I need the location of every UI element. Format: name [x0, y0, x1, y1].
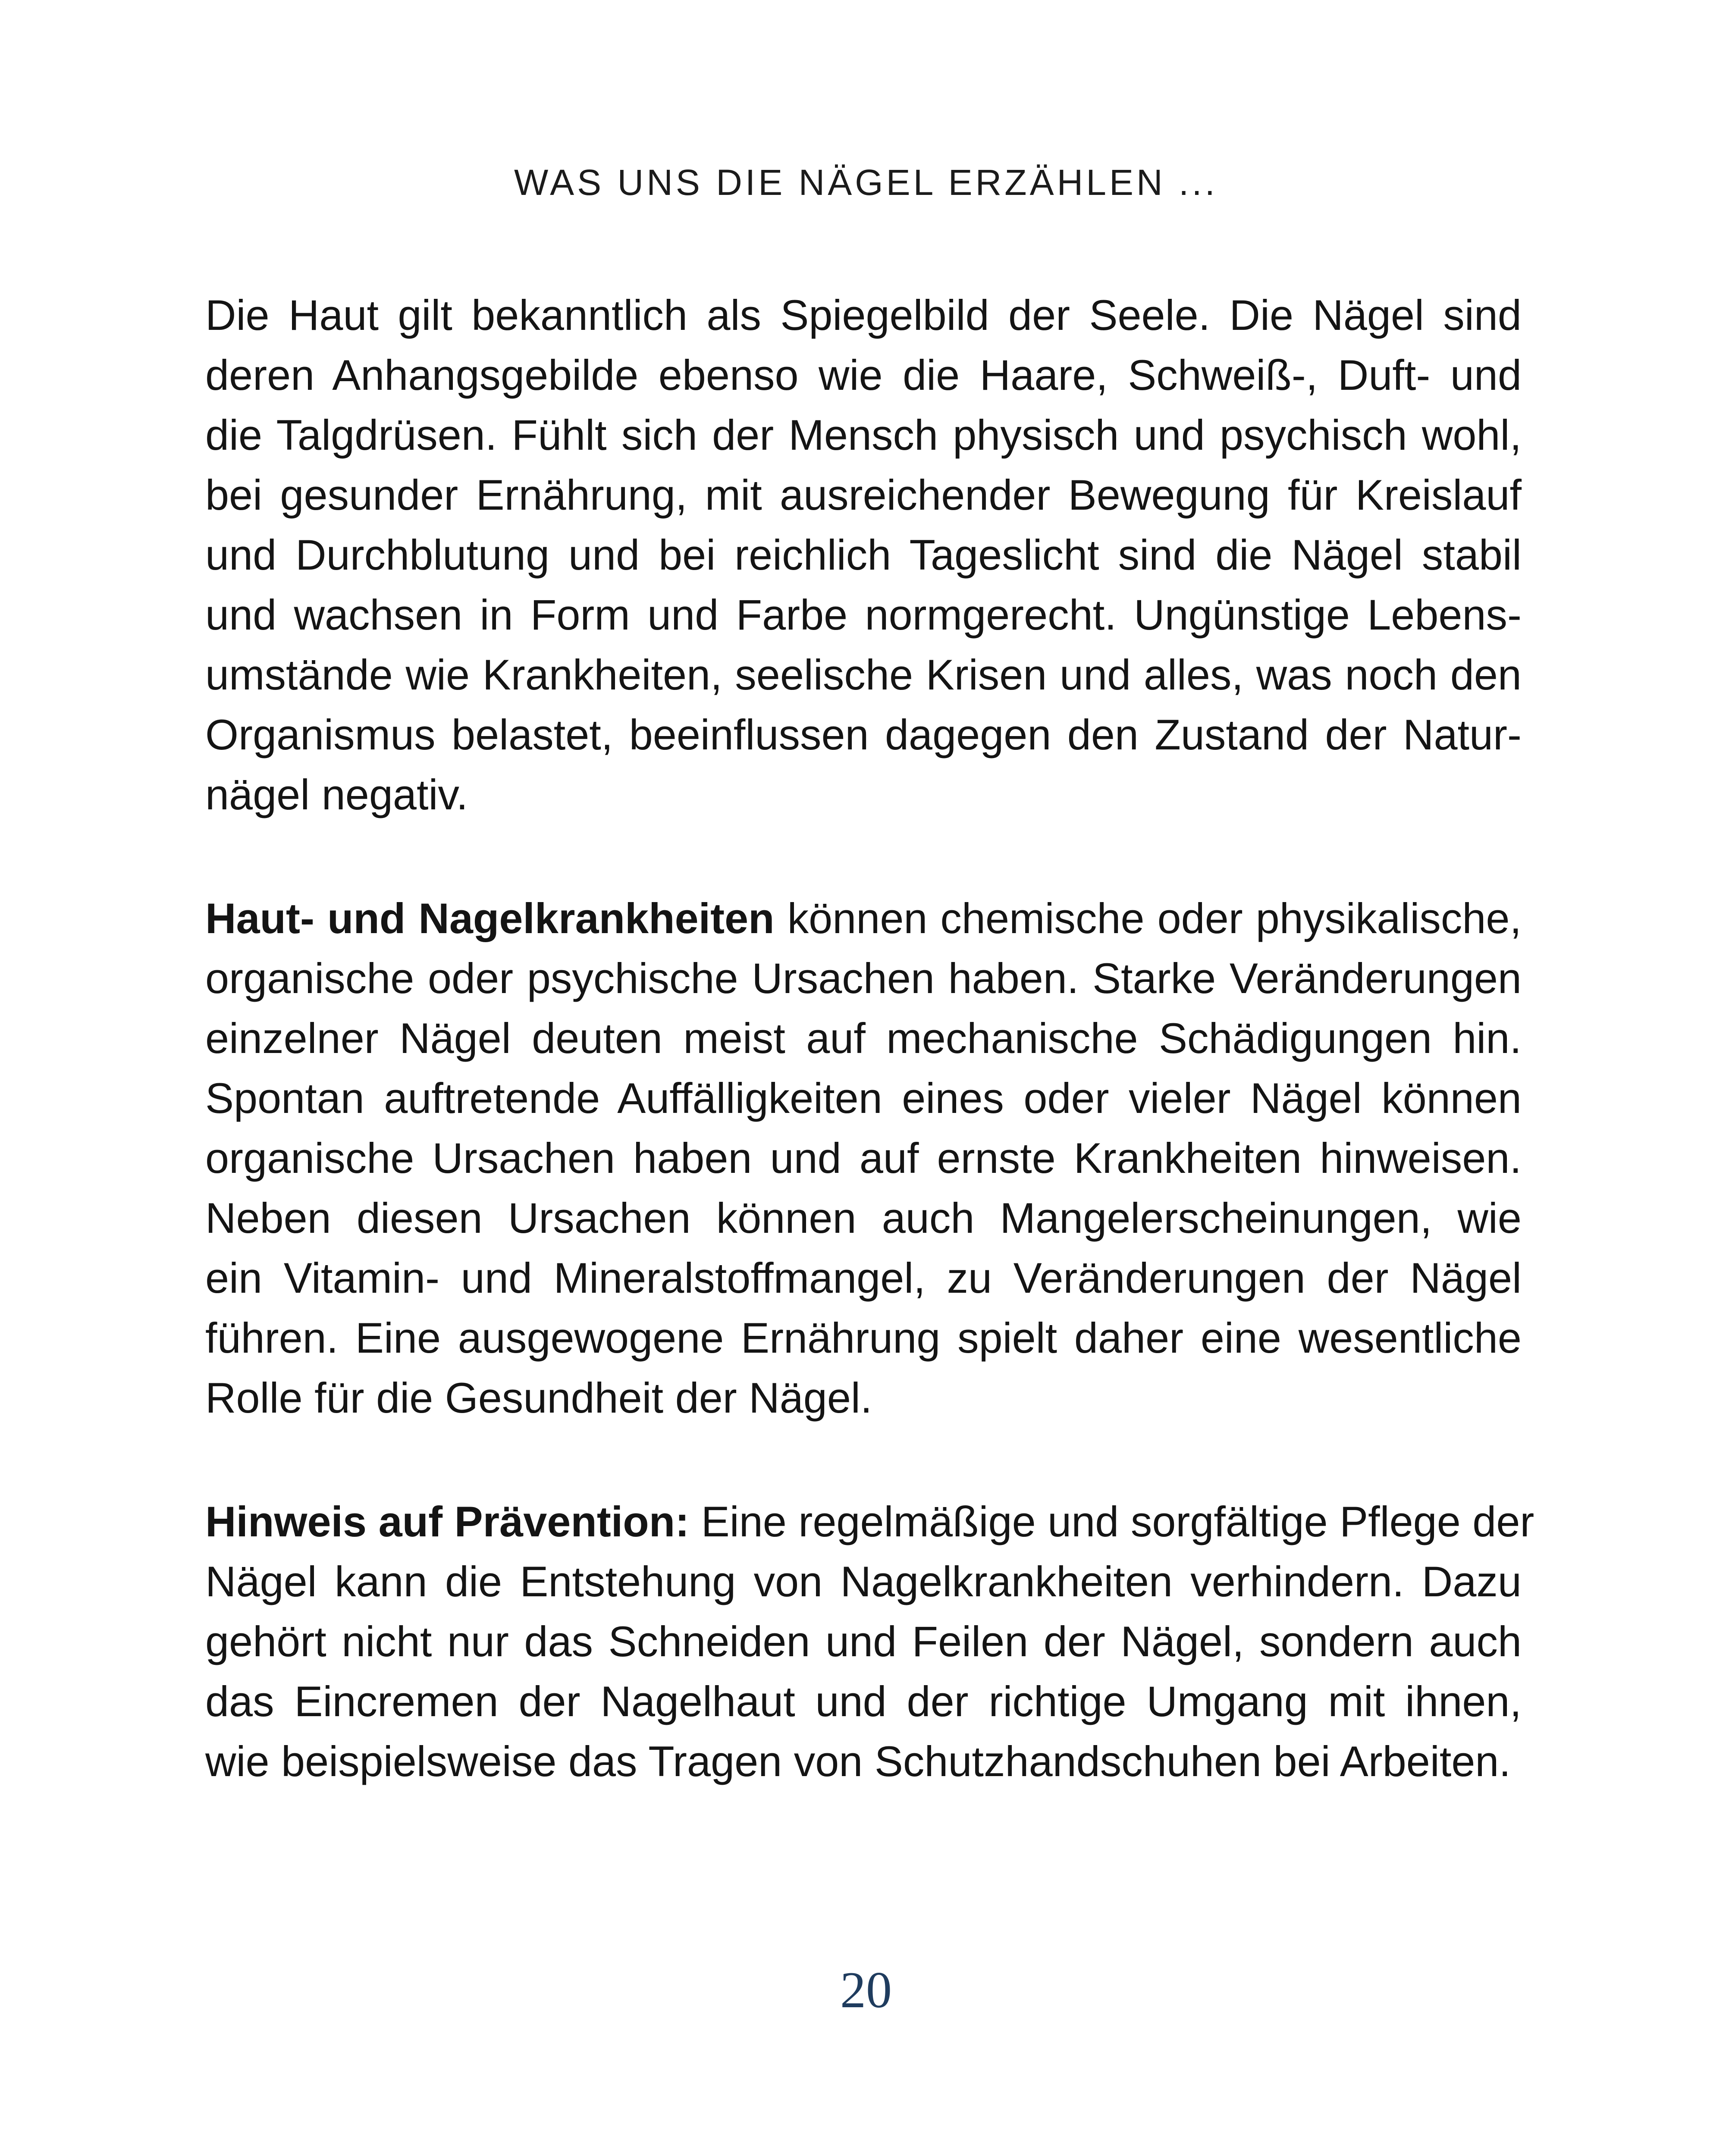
paragraph-line: Neben diesen Ursachen können auch Mangelerscheinungen, wie	[205, 1194, 1522, 1242]
paragraph-line: organische Ursachen haben und auf ernste Krankheiten hinweisen.	[205, 1134, 1522, 1182]
paragraph-first-line	[205, 888, 1522, 948]
paragraph-line: organische oder psychische Ursachen haben. Starke Veränderungen	[205, 954, 1522, 1002]
paragraph-line: deren Anhangsgebilde ebenso wie die Haare, Schweiß-, Duft- und	[205, 351, 1522, 399]
paragraph-line: ein Vitamin- und Mineralstoffmangel, zu Veränderungen der Nägel	[205, 1254, 1522, 1302]
bold-lead-term: Haut- und Nagelkrankheiten	[205, 894, 775, 942]
paragraph-line: bei gesunder Ernährung, mit ausreichender Bewegung für Kreislauf	[205, 471, 1522, 519]
paragraph-line: gehört nicht nur das Schneiden und Feilen der Nägel, sondern auch	[205, 1617, 1522, 1665]
paragraph-first-line	[205, 1492, 1534, 1551]
paragraph-line: Die Haut gilt bekanntlich als Spiegelbild der Seele. Die Nägel sind	[205, 291, 1522, 339]
running-header: WAS UNS DIE NÄGEL ERZÄHLEN ...	[514, 162, 1218, 203]
paragraph-line: die Talgdrüsen. Fühlt sich der Mensch physisch und psychisch wohl,	[205, 411, 1522, 459]
paragraph-intro	[205, 285, 1522, 824]
paragraph-line: Spontan auftretende Auffälligkeiten eines oder vieler Nägel können	[205, 1074, 1522, 1122]
bold-lead-term: Hinweis auf Prävention:	[205, 1498, 690, 1545]
paragraph-line: nägel negativ.	[205, 771, 468, 818]
paragraph-line: führen. Eine ausgewogene Ernährung spielt daher eine wesentliche	[205, 1314, 1522, 1362]
paragraph-line: Rolle für die Gesundheit der Nägel.	[205, 1374, 872, 1422]
lead-continuation: Eine regelmäßige und sorgfältige Pflege der	[689, 1498, 1534, 1545]
paragraph-line: und wachsen in Form und Farbe normgerecht. Ungünstige Lebens-	[205, 591, 1522, 639]
paragraph-line: Nägel kann die Entstehung von Nagelkrankheiten verhindern. Dazu	[205, 1557, 1522, 1605]
paragraph-diseases	[205, 888, 1522, 1428]
paragraph-line: wie beispielsweise das Tragen von Schutzhandschuhen bei Arbeiten.	[205, 1737, 1511, 1785]
paragraph-line: und Durchblutung und bei reichlich Tageslicht sind die Nägel stabil	[205, 531, 1522, 579]
paragraph-line: einzelner Nägel deuten meist auf mechanische Schädigungen hin.	[205, 1014, 1522, 1062]
paragraph-line: das Eincremen der Nagelhaut und der richtige Umgang mit ihnen,	[205, 1677, 1522, 1725]
lead-continuation: können chemische oder physikalische,	[774, 894, 1522, 942]
paragraph-line: umstände wie Krankheiten, seelische Krisen und alles, was noch den	[205, 651, 1522, 699]
page-number: 20	[840, 1961, 892, 2018]
paragraph-line: Organismus belastet, beeinflussen dagegen den Zustand der Natur-	[205, 711, 1522, 758]
paragraph-prevention	[205, 1492, 1534, 1791]
